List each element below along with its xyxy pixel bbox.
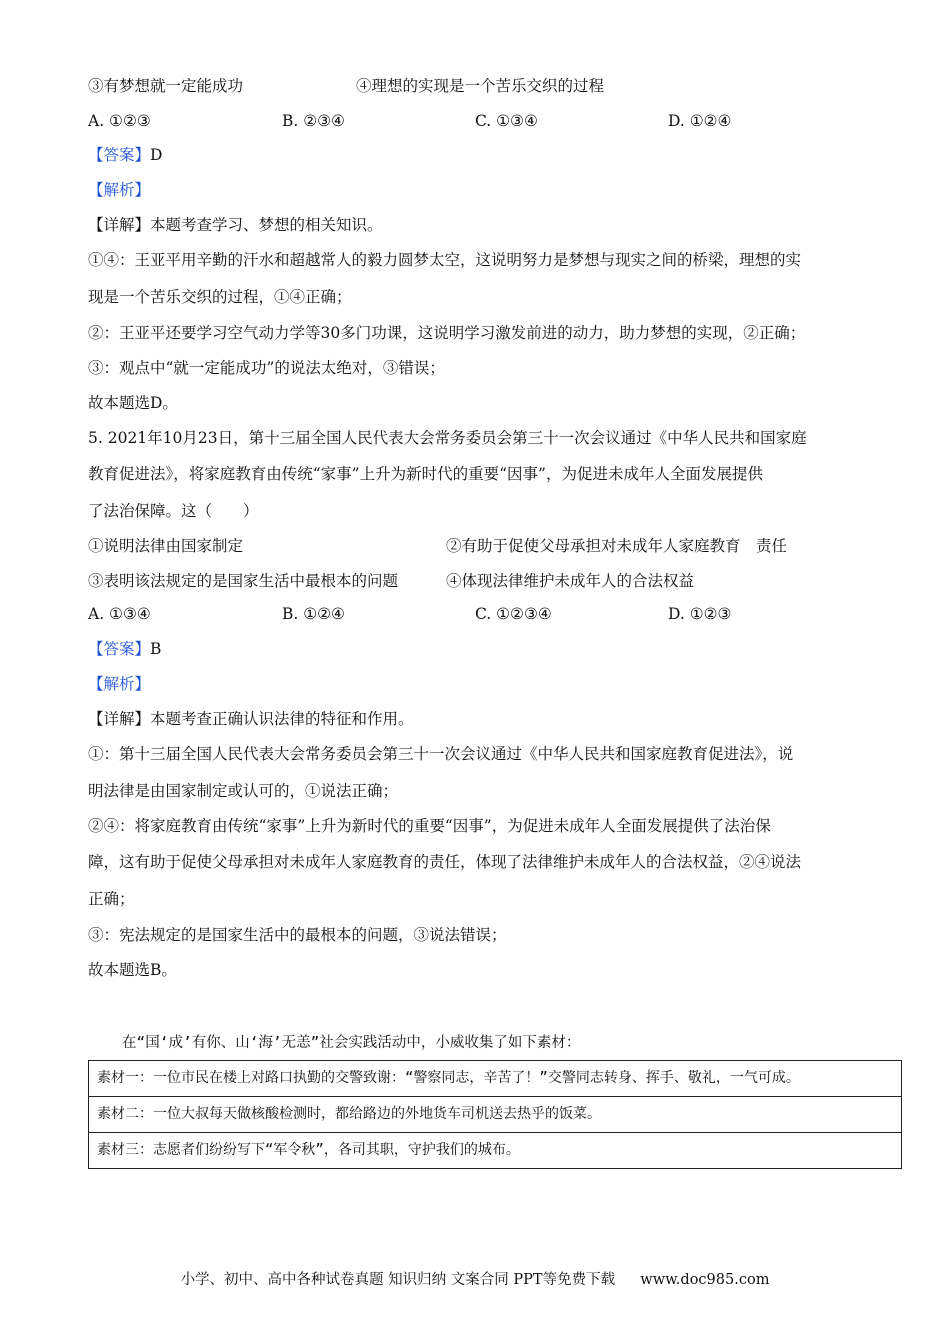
q5-explanation-2b: 障，这有助于促使父母承担对未成年人家庭教育的责任，体现了法律维护未成年人的合法权益，②④说法 <box>88 853 802 871</box>
q5-stem-2: 教育促进法》，将家庭教育由传统“家事”上升为新时代的重要“因事”，为促进未成年人全面发展提供 <box>88 465 763 483</box>
q5-detail-text: 本题考查正确认识法律的特征和作用。 <box>150 710 414 728</box>
q5-detail-tag: 【详解】 <box>88 710 151 728</box>
q5-explanation-2c: 正确； <box>88 890 135 908</box>
q5-analysis-tag: 【解析】 <box>88 675 151 693</box>
q5-explanation-2a: ②④：将家庭教育由传统“家事”上升为新时代的重要“因事”，为促进未成年人全面发展提供了法治保 <box>88 817 771 835</box>
q5-option-b: B. ①②④ <box>282 605 345 623</box>
q4-detail-text: 本题考查学习、梦想的相关知识。 <box>150 216 383 234</box>
q4-option-c: C. ①③④ <box>475 112 538 130</box>
material-item-2: 素材二：一位大叔每天做核酸检测时，都给路边的外地货车司机送去热乎的饭菜。 <box>89 1097 901 1133</box>
q4-option-d: D. ①②④ <box>668 112 732 130</box>
material-item-1: 素材一：一位市民在楼上对路口执勤的交警致谢：“警察同志，辛苦了！”交警同志转身、挥手、敬礼，一气可成。 <box>89 1061 901 1097</box>
q4-explanation-3: ③：观点中“就一定能成功”的说法太绝对，③错误； <box>88 359 445 377</box>
q5-statement-4: ④体现法律维护未成年人的合法权益 <box>446 572 695 590</box>
material-item-3: 素材三：志愿者们纷纷写下“军令秋”，各司其职，守护我们的城布。 <box>97 1142 520 1158</box>
materials-table <box>88 1060 902 1169</box>
page-footer <box>0 1268 950 1289</box>
footer-url[interactable]: www.doc985.com <box>640 1272 770 1288</box>
q5-stem-1: 5. 2021年10月23日，第十三届全国人民代表大会常务委员会第三十一次会议通过《中华人民共和国家庭 <box>88 429 807 447</box>
q4-analysis-tag: 【解析】 <box>88 181 151 199</box>
q4-answer-value: D <box>150 146 163 164</box>
q5-explanation-1a: ①：第十三届全国人民代表大会常务委员会第三十一次会议通过《中华人民共和国家庭教育促进法》，说 <box>88 745 794 763</box>
q5-detail <box>88 709 414 729</box>
q4-option-a: A. ①②③ <box>88 112 151 130</box>
q5-option-a: A. ①③④ <box>88 605 151 623</box>
q5-statement-3: ③表明该法规定的是国家生活中最根本的问题 <box>88 572 399 590</box>
q5-conclusion: 故本题选B。 <box>88 961 177 979</box>
q5-statement-2: ②有助于促使父母承担对未成年人家庭教育 责任 <box>446 537 788 555</box>
q5-answer-tag: 【答案】 <box>88 640 151 658</box>
q4-answer-tag: 【答案】 <box>88 146 151 164</box>
q4-conclusion: 故本题选D。 <box>88 394 178 412</box>
q4-explanation-1a: ①④：王亚平用辛勤的汗水和超越常人的毅力圆梦太空，这说明努力是梦想与现实之间的桥梁，理想的实 <box>88 251 802 269</box>
materials-intro: 在“国‘成’有你、山‘海’无恙”社会实践活动中，小威收集了如下素材： <box>122 1035 581 1051</box>
footer-text: 小学、初中、高中各种试卷真题 知识归纳 文案合同 PPT等免费下载 <box>180 1272 616 1288</box>
q4-answer <box>88 145 162 165</box>
q5-option-c: C. ①②③④ <box>475 605 552 623</box>
q5-explanation-3: ③：宪法规定的是国家生活中的最根本的问题，③说法错误； <box>88 926 507 944</box>
q4-option-b: B. ②③④ <box>282 112 345 130</box>
q5-statement-1: ①说明法律由国家制定 <box>88 537 244 555</box>
q5-answer <box>88 639 161 659</box>
q4-statement-4: ④理想的实现是一个苦乐交织的过程 <box>356 77 605 95</box>
q5-stem-3: 了法治保障。这（ ） <box>88 502 259 520</box>
q4-explanation-2: ②：王亚平还要学习空气动力学等30多门功课，这说明学习激发前进的动力，助力梦想的实现，②正确； <box>88 324 806 342</box>
q4-detail <box>88 215 383 235</box>
q5-answer-value: B <box>150 640 162 658</box>
q5-explanation-1b: 明法律是由国家制定或认可的，①说法正确； <box>88 782 399 800</box>
q5-option-d: D. ①②③ <box>668 605 732 623</box>
q4-statement-3: ③有梦想就一定能成功 <box>88 77 244 95</box>
q4-explanation-1b: 现是一个苦乐交织的过程，①④正确； <box>88 288 352 306</box>
q4-detail-tag: 【详解】 <box>88 216 151 234</box>
